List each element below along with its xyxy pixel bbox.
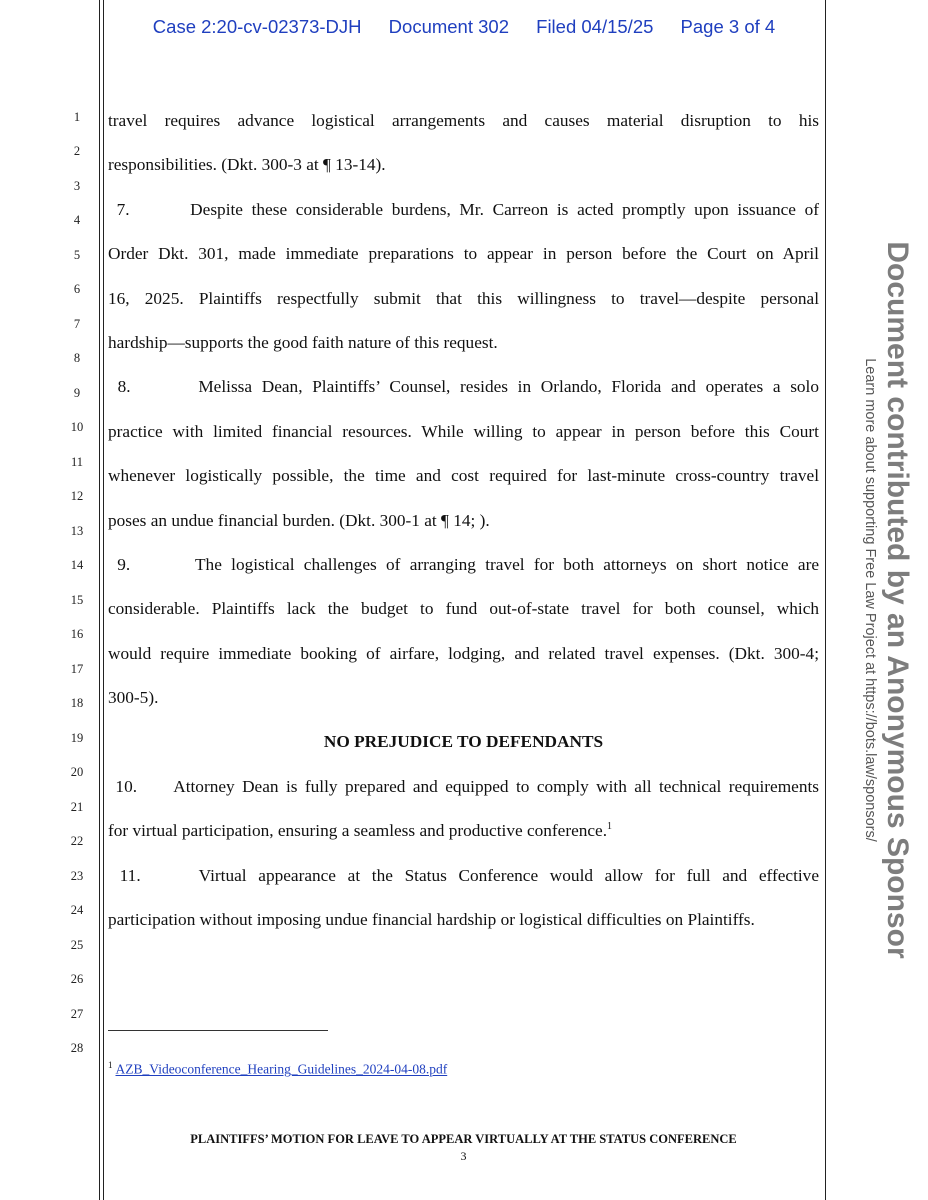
line-number: 2 — [73, 144, 81, 158]
line-number: 19 — [70, 731, 84, 745]
body-line: 300-5). — [108, 688, 159, 707]
body-line: 11. Virtual appearance at the Status Conference would allow for full and effective — [108, 866, 819, 885]
body-line: practice with limited financial resources. While willing to appear in person before this Court — [108, 422, 819, 441]
body-line: considerable. Plaintiffs lack the budget to fund out-of-state travel for both counsel, which — [108, 599, 819, 618]
line-number: 28 — [70, 1041, 84, 1055]
body-line: 8. Melissa Dean, Plaintiffs’ Counsel, resides in Orlando, Florida and operates a solo — [108, 377, 819, 396]
line-number: 21 — [70, 800, 84, 814]
page-indicator: Page 3 of 4 — [680, 16, 776, 37]
margin-rule-left-inner — [103, 0, 104, 1200]
sponsor-link-text[interactable]: Learn more about supporting Free Law Project at https://bots.law/sponsors/ — [862, 358, 878, 842]
line-number: 17 — [70, 662, 84, 676]
body-line: 16, 2025. Plaintiffs respectfully submit that this willingness to travel—despite personal — [108, 289, 819, 308]
line-number: 13 — [70, 524, 84, 538]
line-number: 11 — [70, 455, 84, 469]
footnote-link[interactable]: AZB_Videoconference_Hearing_Guidelines_2024-04-08.pdf — [115, 1061, 448, 1077]
line-number: 12 — [70, 489, 84, 503]
body-line: responsibilities. (Dkt. 300-3 at ¶ 13-14). — [108, 155, 386, 174]
body-line-text: for virtual participation, ensuring a seamless and productive conference. — [108, 821, 608, 840]
line-number: 9 — [73, 386, 81, 400]
margin-rule-right — [825, 0, 826, 1200]
body-line: hardship—supports the good faith nature of this request. — [108, 333, 498, 352]
body-line: travel requires advance logistical arrangements and causes material disruption to his — [108, 111, 819, 130]
body-line: would require immediate booking of airfare, lodging, and related travel expenses. (Dkt. 300-4; — [108, 644, 819, 663]
line-number: 16 — [70, 627, 84, 641]
line-number: 14 — [70, 558, 84, 572]
line-number: 8 — [73, 351, 81, 365]
line-number: 23 — [70, 869, 84, 883]
document-number: Document 302 — [388, 16, 509, 37]
footnote-divider — [108, 1030, 328, 1031]
footnote-number: 1 — [108, 1060, 113, 1070]
margin-rule-left-outer — [99, 0, 100, 1200]
line-number: 1 — [73, 110, 81, 124]
sponsor-title: Document contributed by an Anonymous Sponsor — [881, 241, 914, 959]
line-number: 26 — [70, 972, 84, 986]
footer-page-number: 3 — [460, 1149, 467, 1163]
body-line — [108, 821, 819, 841]
line-number: 25 — [70, 938, 84, 952]
footnote — [108, 1057, 447, 1078]
ecf-header — [0, 16, 928, 38]
line-number: 6 — [73, 282, 81, 296]
line-number: 24 — [70, 903, 84, 917]
footer-title: PLAINTIFFS’ MOTION FOR LEAVE TO APPEAR VIRTUALLY AT THE STATUS CONFERENCE — [190, 1132, 737, 1146]
line-number: 5 — [73, 248, 81, 262]
line-number: 27 — [70, 1007, 84, 1021]
line-number: 3 — [73, 179, 81, 193]
line-number: 15 — [70, 593, 84, 607]
body-line: Order Dkt. 301, made immediate preparations to appear in person before the Court on April — [108, 244, 819, 263]
body-line: participation without imposing undue financial hardship or logistical difficulties on Plaintiffs. — [108, 910, 755, 929]
body-line: 10. Attorney Dean is fully prepared and equipped to comply with all technical requirements — [108, 777, 819, 796]
line-number: 7 — [73, 317, 81, 331]
body-line: 9. The logistical challenges of arranging travel for both attorneys on short notice are — [108, 555, 819, 574]
filed-date: Filed 04/15/25 — [536, 16, 654, 37]
footnote-reference[interactable]: 1 — [607, 821, 613, 833]
section-heading: NO PREJUDICE TO DEFENDANTS — [323, 732, 604, 751]
body-line: whenever logistically possible, the time and cost required for last-minute cross-country travel — [108, 466, 819, 485]
line-number: 18 — [70, 696, 84, 710]
line-number: 4 — [73, 213, 81, 227]
body-line: poses an undue financial burden. (Dkt. 300-1 at ¶ 14; ). — [108, 511, 490, 530]
line-number: 22 — [70, 834, 84, 848]
line-number: 20 — [70, 765, 84, 779]
body-line: 7. Despite these considerable burdens, Mr. Carreon is acted promptly upon issuance of — [108, 200, 819, 219]
case-number: Case 2:20-cv-02373-DJH — [152, 16, 362, 37]
line-number: 10 — [70, 420, 84, 434]
